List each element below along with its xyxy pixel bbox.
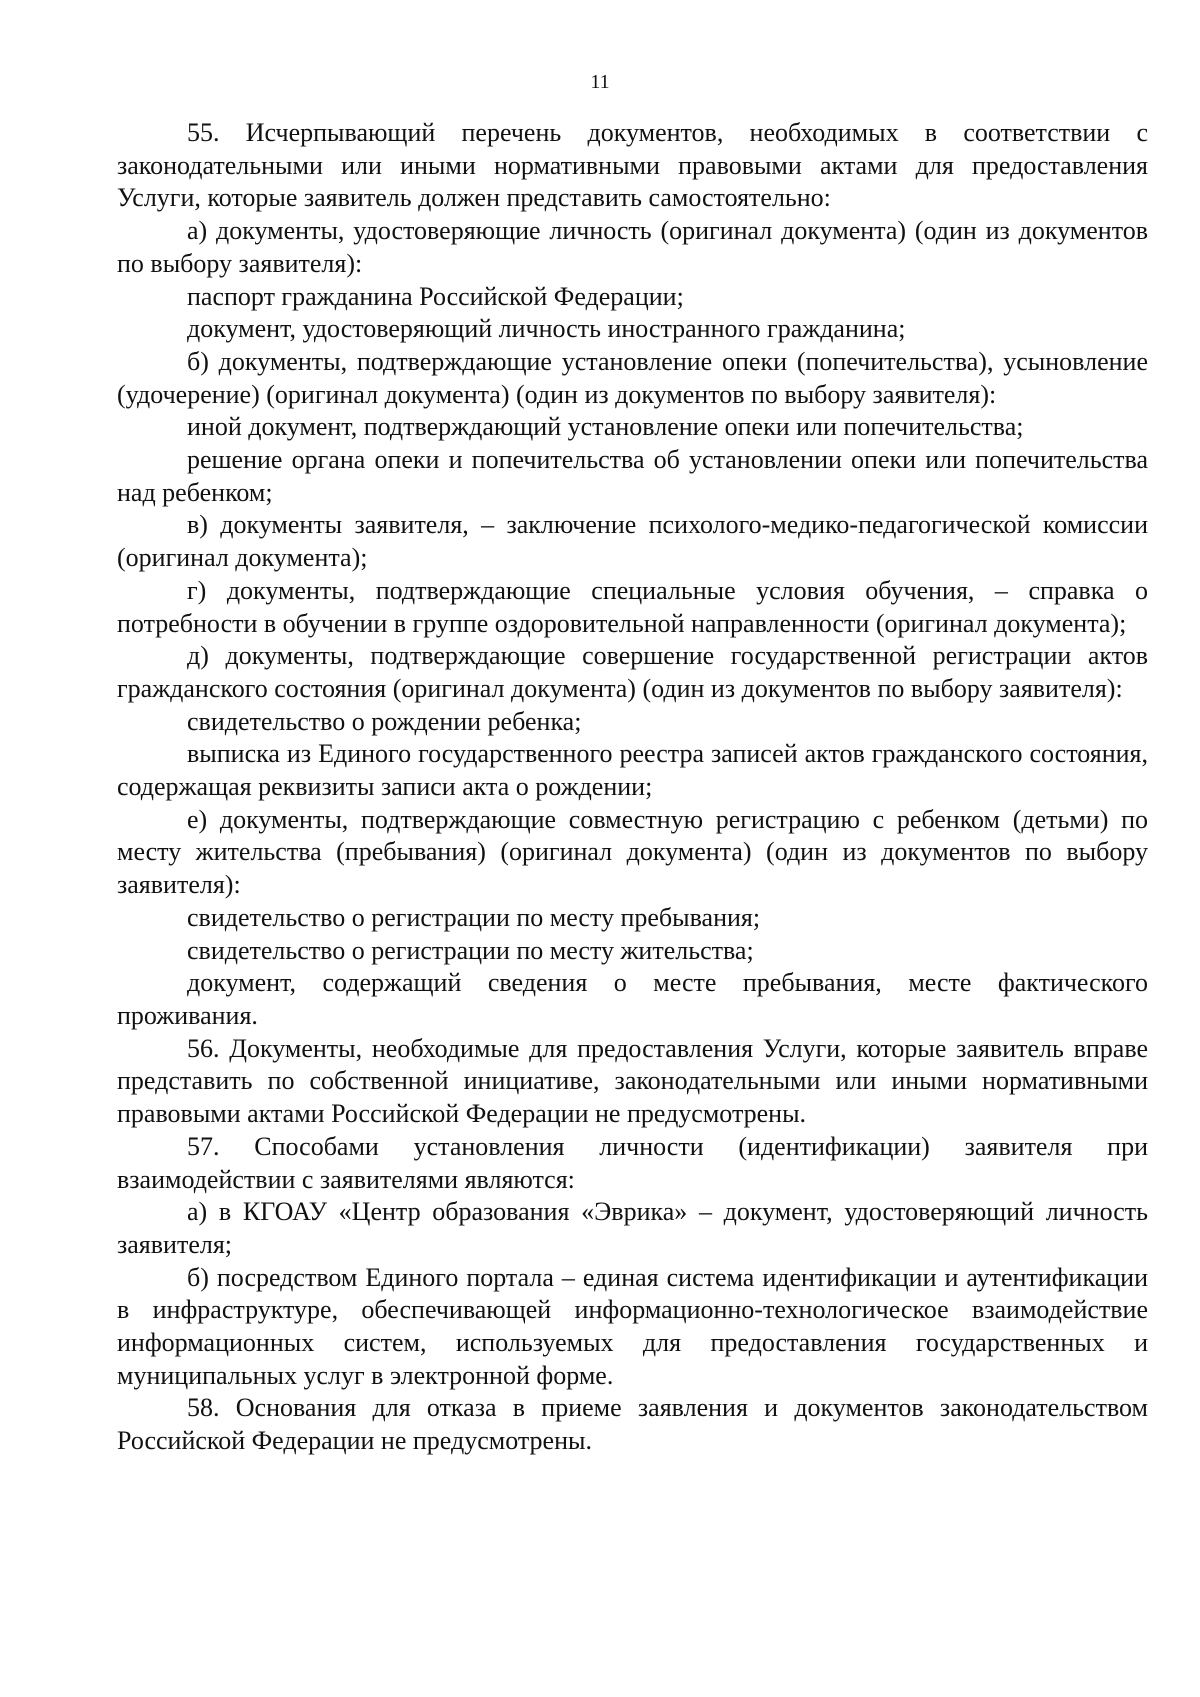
paragraph-55: 55. Исчерпывающий перечень документов, необходимых в соответствии с законодательными или иными нормативными правовыми актами для предоставления Услуги, которые заявитель должен представить самостоятельно: — [117, 118, 1148, 213]
list-item: документ, удостоверяющий личность иностранного гражданина; — [187, 314, 906, 344]
paragraph-56: 56. Документы, необходимые для предоставления Услуги, которые заявитель вправе представить по собственной инициативе, законодательными или иными нормативными правовыми актами Российской Федерации не предусмотрены. — [117, 1033, 1148, 1129]
paragraph-55-e: е) документы, подтверждающие совместную регистрацию с ребенком (детьми) по месту жительства (пребывания) (оригинал документа) (один из документов по выбору заявителя): — [117, 804, 1148, 900]
paragraph-58: 58. Основания для отказа в приеме заявления и документов законодательством Российской Федерации не предусмотрены. — [117, 1393, 1148, 1456]
paragraph-55-b: б) документы, подтверждающие установление опеки (попечительства), усыновление (удочерение) (оригинал документа) (один из документов по выбору заявителя): — [117, 346, 1148, 409]
list-item: документ, содержащий сведения о месте пребывания, месте фактического проживания. — [117, 968, 1148, 1030]
document-body — [117, 117, 1148, 1458]
page-number: 11 — [590, 71, 610, 93]
list-item: свидетельство о рождении ребенка; — [187, 706, 582, 736]
paragraph-57: 57. Способами установления личности (идентификации) заявителя при взаимодействии с заявителями являются: — [117, 1131, 1148, 1194]
paragraph-57-b: б) посредством Единого портала – единая система идентификации и аутентификации в инфраструктуре, обеспечивающей информационно-технологическое взаимодействие информационных систем, используемых для предоставления государственных и муниципальных услуг в электронной форме. — [117, 1262, 1148, 1390]
list-item: паспорт гражданина Российской Федерации; — [187, 281, 684, 311]
paragraph-57-a: а) в КГОАУ «Центр образования «Эврика» – документ, удостоверяющий личность заявителя; — [117, 1197, 1148, 1259]
paragraph-55-g: г) документы, подтверждающие специальные условия обучения, – справка о потребности в обучении в группе оздоровительной направленности (оригинал документа); — [117, 575, 1148, 638]
paragraph-55-d: д) документы, подтверждающие совершение государственной регистрации актов гражданского состояния (оригинал документа) (один из документов по выбору заявителя): — [117, 641, 1148, 703]
list-item: выписка из Единого государственного реестра записей актов гражданского состояния, содержащая реквизиты записи акта о рождении; — [117, 739, 1148, 802]
list-item: решение органа опеки и попечительства об установлении опеки или попечительства над ребенком; — [117, 445, 1148, 507]
list-item: свидетельство о регистрации по месту пребывания; — [187, 902, 761, 932]
list-item: иной документ, подтверждающий установление опеки или попечительства; — [187, 412, 1024, 442]
paragraph-55-a: а) документы, удостоверяющие личность (оригинал документа) (один из документов по выбору заявителя): — [117, 216, 1148, 278]
paragraph-55-v: в) документы заявителя, – заключение психолого-медико-педагогической комиссии (оригинал документа); — [117, 510, 1148, 573]
list-item: свидетельство о регистрации по месту жительства; — [187, 935, 754, 965]
